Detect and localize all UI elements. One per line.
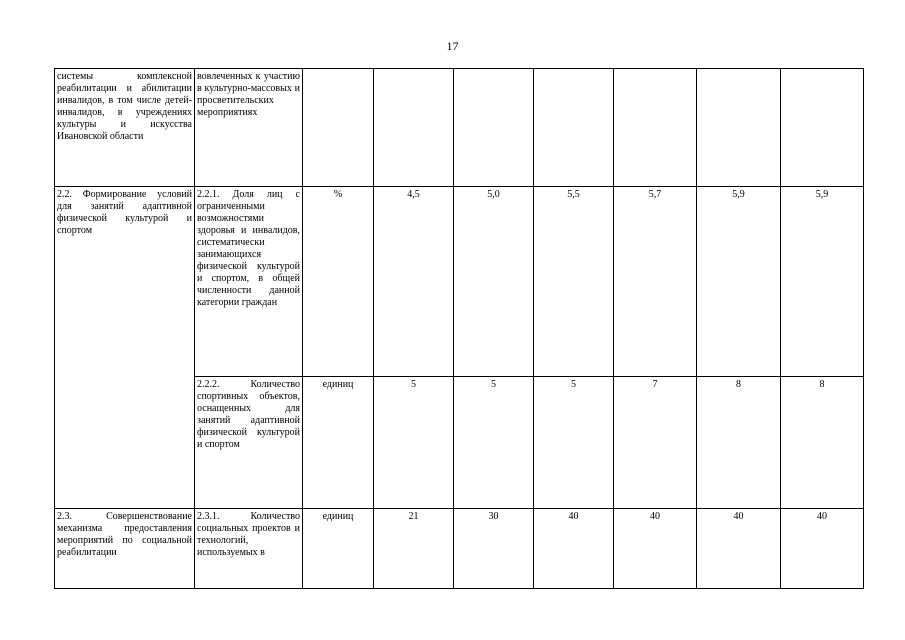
unit-cell: единиц — [303, 377, 374, 509]
value-cell: 40 — [781, 509, 864, 589]
value-cell — [614, 69, 697, 187]
value-cell — [697, 69, 781, 187]
value-cell: 5,9 — [697, 187, 781, 377]
indicator-cell: 2.2.1. Доля лиц с ограниченными возможностями здоровья и инвалидов, систематически занимающихся физической культурой и спортом, в общей численности данной категории граждан — [195, 187, 303, 377]
value-cell: 4,5 — [374, 187, 454, 377]
unit-cell: % — [303, 187, 374, 377]
value-cell: 40 — [697, 509, 781, 589]
value-cell: 30 — [454, 509, 534, 589]
table-row — [55, 187, 864, 377]
value-cell: 5,7 — [614, 187, 697, 377]
indicator-cell: вовлеченных к участию в культурно-массовых и просветительских мероприятиях — [195, 69, 303, 187]
value-cell: 5,5 — [534, 187, 614, 377]
table-row — [55, 69, 864, 187]
table-row — [55, 509, 864, 589]
value-cell — [454, 69, 534, 187]
value-cell: 8 — [697, 377, 781, 509]
task-cell: 2.2. Формирование условий для занятий адаптивной физической культурой и спортом — [55, 187, 195, 509]
value-cell: 7 — [614, 377, 697, 509]
value-cell — [781, 69, 864, 187]
task-cell: 2.3. Совершенствование механизма предоставления мероприятий по социальной реабилитации — [55, 509, 195, 589]
value-cell: 5,0 — [454, 187, 534, 377]
value-cell — [534, 69, 614, 187]
value-cell: 21 — [374, 509, 454, 589]
value-cell: 5 — [454, 377, 534, 509]
page-number: 17 — [446, 39, 459, 53]
indicators-table — [54, 68, 864, 589]
value-cell: 5,9 — [781, 187, 864, 377]
unit-cell: единиц — [303, 509, 374, 589]
value-cell: 8 — [781, 377, 864, 509]
indicator-cell: 2.2.2. Количество спортивных объектов, оснащенных для занятий адаптивной физической культурой и спортом — [195, 377, 303, 509]
indicator-cell: 2.3.1. Количество социальных проектов и технологий, используемых в — [195, 509, 303, 589]
value-cell: 40 — [614, 509, 697, 589]
value-cell: 5 — [374, 377, 454, 509]
value-cell: 5 — [534, 377, 614, 509]
unit-cell — [303, 69, 374, 187]
value-cell — [374, 69, 454, 187]
value-cell: 40 — [534, 509, 614, 589]
task-cell: системы комплексной реабилитации и абилитации инвалидов, в том числе детей-инвалидов, в учреждениях культуры и искусства Ивановской области — [55, 69, 195, 187]
